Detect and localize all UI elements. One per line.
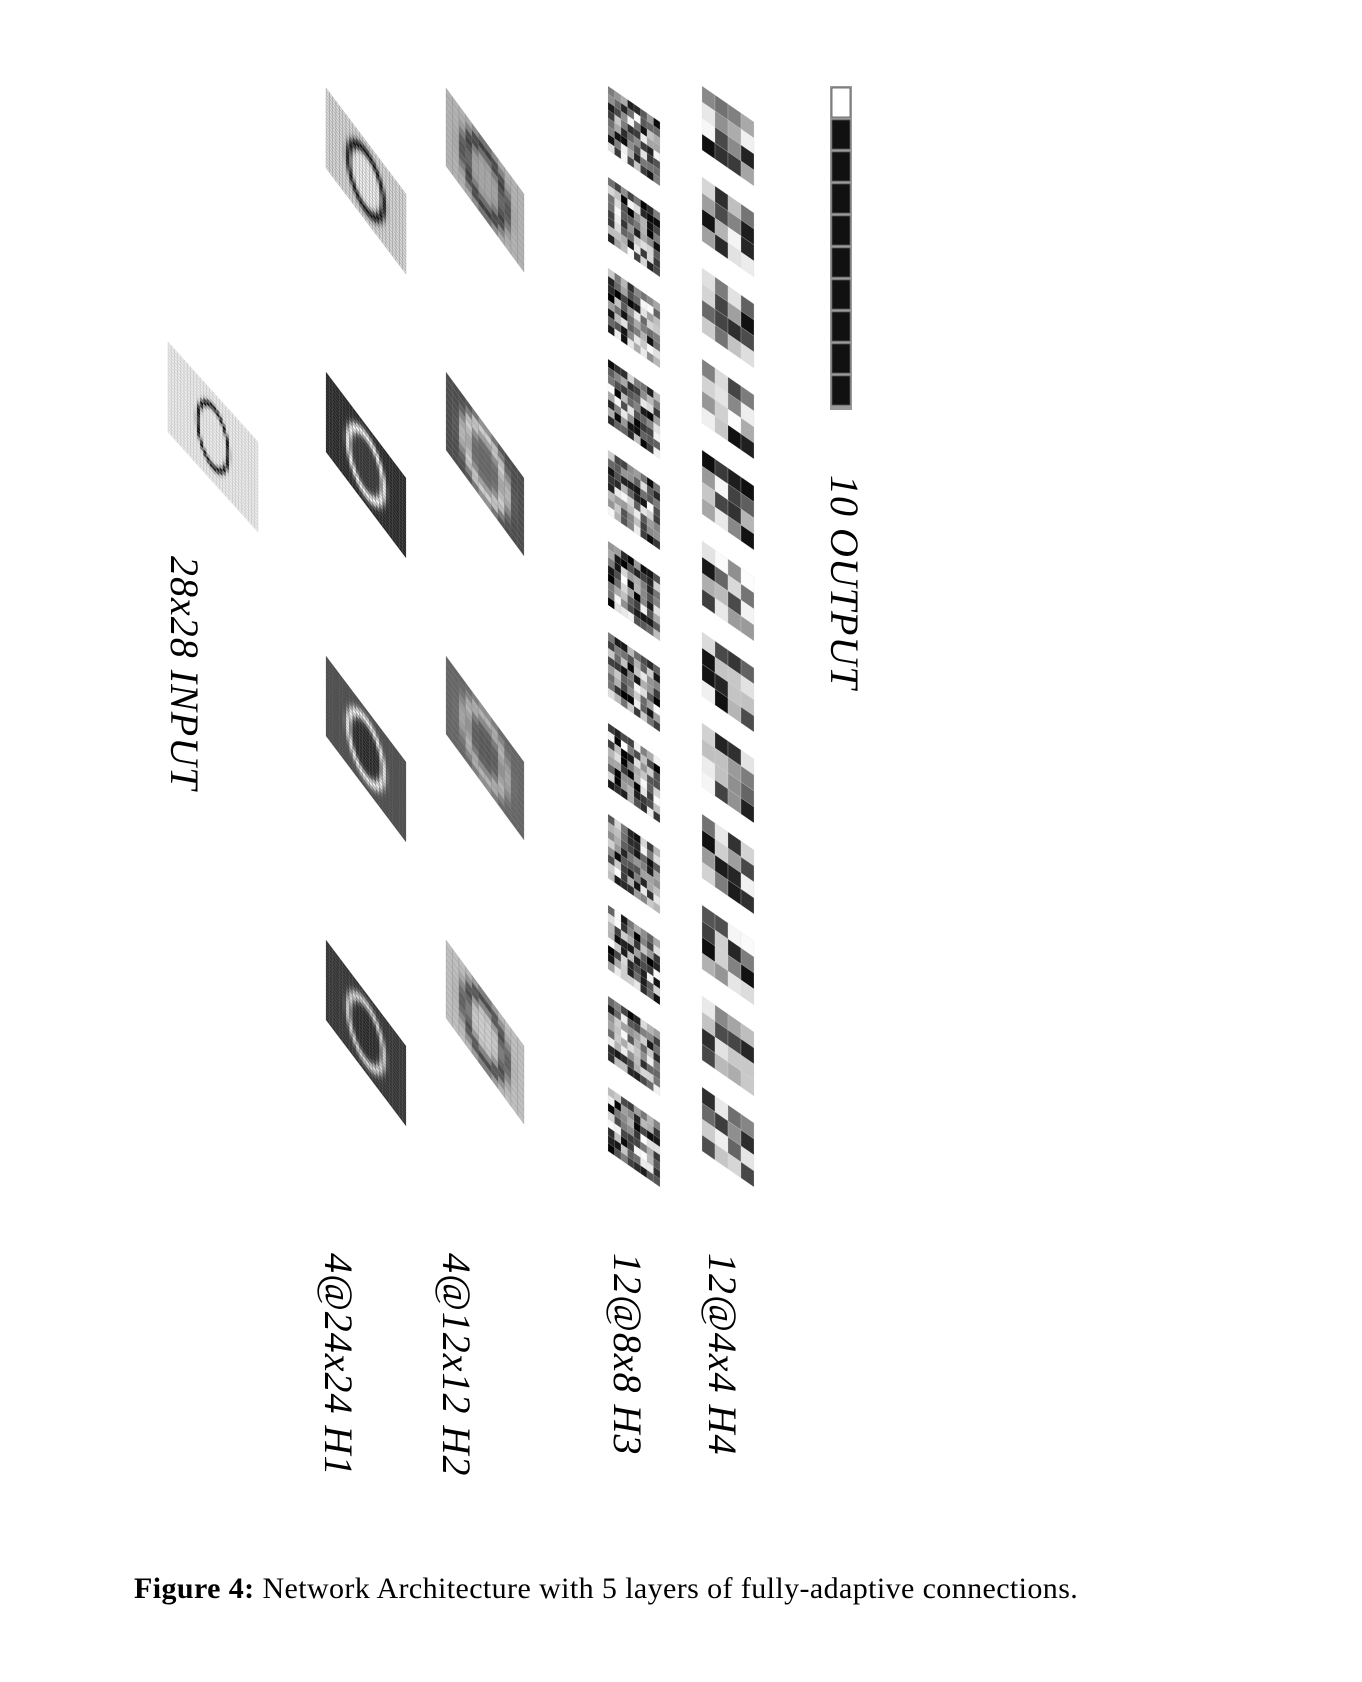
h4-map (702, 814, 754, 914)
output-unit (832, 88, 850, 117)
h4-map (702, 86, 754, 186)
h4-map (702, 905, 754, 1005)
h4-map (702, 541, 754, 641)
h1-map (326, 656, 406, 842)
h4-map (702, 359, 754, 459)
h3-map (608, 177, 660, 277)
h4-map (702, 177, 754, 277)
h4-map (702, 450, 754, 550)
h3-map (608, 723, 660, 823)
output-unit (832, 344, 850, 373)
h1-map (326, 372, 406, 558)
output-unit (832, 184, 850, 213)
output-units (830, 86, 852, 410)
output-unit (832, 280, 850, 309)
h2-map (446, 372, 524, 556)
h3-map (608, 86, 660, 186)
output-unit (832, 216, 850, 245)
output-unit (832, 312, 850, 341)
label-output: 10 OUTPUT (822, 475, 867, 690)
h3-map (608, 632, 660, 732)
h3-map (608, 996, 660, 1096)
h4-map (702, 996, 754, 1096)
output-unit (832, 248, 850, 277)
h2-map (446, 656, 524, 840)
h4-map (702, 268, 754, 368)
h4-map (702, 723, 754, 823)
label-h3: 12@8x8 H3 (605, 1253, 650, 1456)
label-h1: 4@24x24 H1 (316, 1253, 361, 1477)
caption-prefix: Figure 4: (134, 1572, 255, 1605)
h3-map (608, 814, 660, 914)
figure-caption (134, 1572, 1294, 1606)
caption-text: Network Architecture with 5 layers of fully-adaptive connections. (262, 1572, 1079, 1605)
h3-map (608, 450, 660, 550)
h4-map (702, 1087, 754, 1187)
output-unit (832, 152, 850, 181)
output-unit (832, 120, 850, 149)
h2-map (446, 88, 524, 272)
input-map (168, 342, 258, 532)
h3-map (608, 905, 660, 1005)
h4-map (702, 632, 754, 732)
output-unit (832, 376, 850, 405)
h3-map (608, 541, 660, 641)
h1-map (326, 88, 406, 274)
h3-map (608, 268, 660, 368)
label-h2: 4@12x12 H2 (434, 1253, 479, 1477)
h3-map (608, 1087, 660, 1187)
label-h4: 12@4x4 H4 (700, 1253, 745, 1456)
h3-map (608, 359, 660, 459)
h2-map (446, 940, 524, 1124)
label-input: 28x28 INPUT (162, 556, 207, 791)
h1-map (326, 940, 406, 1126)
